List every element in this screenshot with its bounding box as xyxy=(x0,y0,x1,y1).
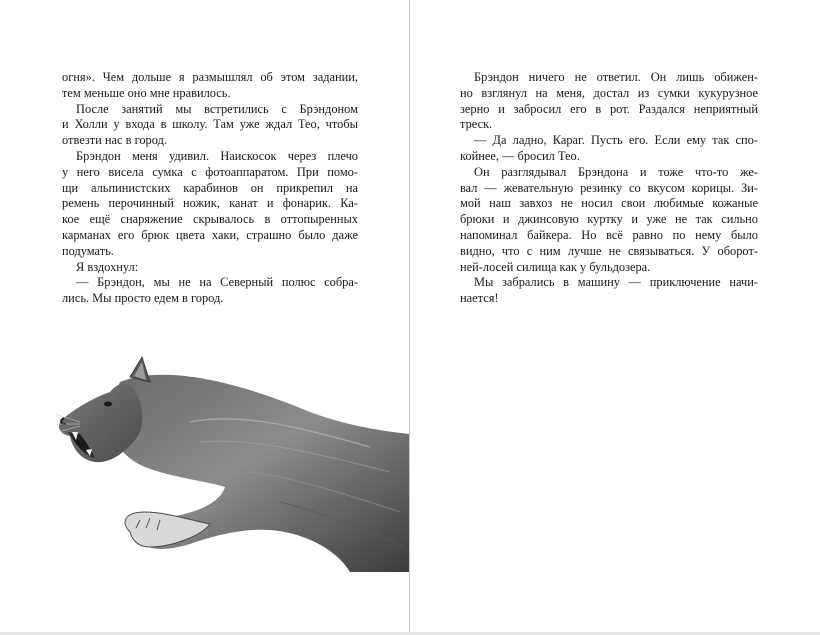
text-line: брюки и джинсовую куртку и уже не так сильно xyxy=(460,212,758,227)
text-line: Брэндон ничего не ответил. Он лишь обижен- xyxy=(474,70,758,84)
snarling-lynx-illustration xyxy=(50,352,410,572)
text-line: нается! xyxy=(460,291,499,306)
text-line: карманах его брюк цвета хаки, страшно было даже xyxy=(62,227,358,242)
text-line: огня». Чем дольше я размышлял об этом задании, xyxy=(62,70,358,84)
text-line: подумать. xyxy=(62,243,114,258)
text-line: Мы забрались в машину — приключение начи- xyxy=(474,275,758,290)
text-line: кое ещё снаряжение скрывалось в оттопыренных xyxy=(62,212,358,227)
text-line: ремень перочинный ножик, канат и фонарик. Ка- xyxy=(62,196,358,211)
text-line: отвезти нас в город. xyxy=(62,133,167,148)
text-line: у него висела сумка с фотоаппаратом. При помо- xyxy=(62,164,358,179)
text-line: вал — жевательную резинку со вкусом корицы. Зи- xyxy=(460,180,758,195)
text-line: Брэндон меня удивил. Наискосок через плечо xyxy=(76,148,358,163)
text-line: щи альпинистских карабинов он прикрепил на xyxy=(62,180,358,195)
text-line: ней-лосей силища как у бульдозера. xyxy=(460,259,651,274)
text-line: но взглянул на меня, достал из сумки кукурузное xyxy=(460,85,758,100)
text-line: После занятий мы встретились с Брэндоном xyxy=(76,101,358,116)
text-line: Я вздохнул: xyxy=(76,259,139,274)
text-line: койнее, — бросил Тео. xyxy=(460,148,580,163)
text-line: зерно и забросил его в рот. Раздался неприятный xyxy=(460,101,758,116)
text-line: напоминал байкера. Но всё равно по нему было xyxy=(460,227,758,242)
text-line: и Холли у входа в школу. Там уже ждал Тео, чтобы xyxy=(62,117,358,132)
text-line: Он разглядывал Брэндона и тоже что-то же- xyxy=(474,164,758,179)
left-page-text xyxy=(62,70,358,307)
text-line: тем меньше оно мне нравилось. xyxy=(62,85,231,100)
text-line: лись. Мы просто едем в город. xyxy=(62,291,224,306)
text-line: — Брэндон, мы не на Северный полюс собра- xyxy=(76,275,358,290)
text-line: — Да ладно, Караг. Пусть его. Если ему так спо- xyxy=(474,133,758,148)
text-line: мой наш завхоз не носил свои любимые кожаные xyxy=(460,196,758,211)
right-page-text xyxy=(460,70,758,307)
page-gutter xyxy=(409,0,410,635)
text-line: треск. xyxy=(460,117,493,132)
text-line: видно, что с ним лучше не связываться. У оборот- xyxy=(460,243,758,258)
